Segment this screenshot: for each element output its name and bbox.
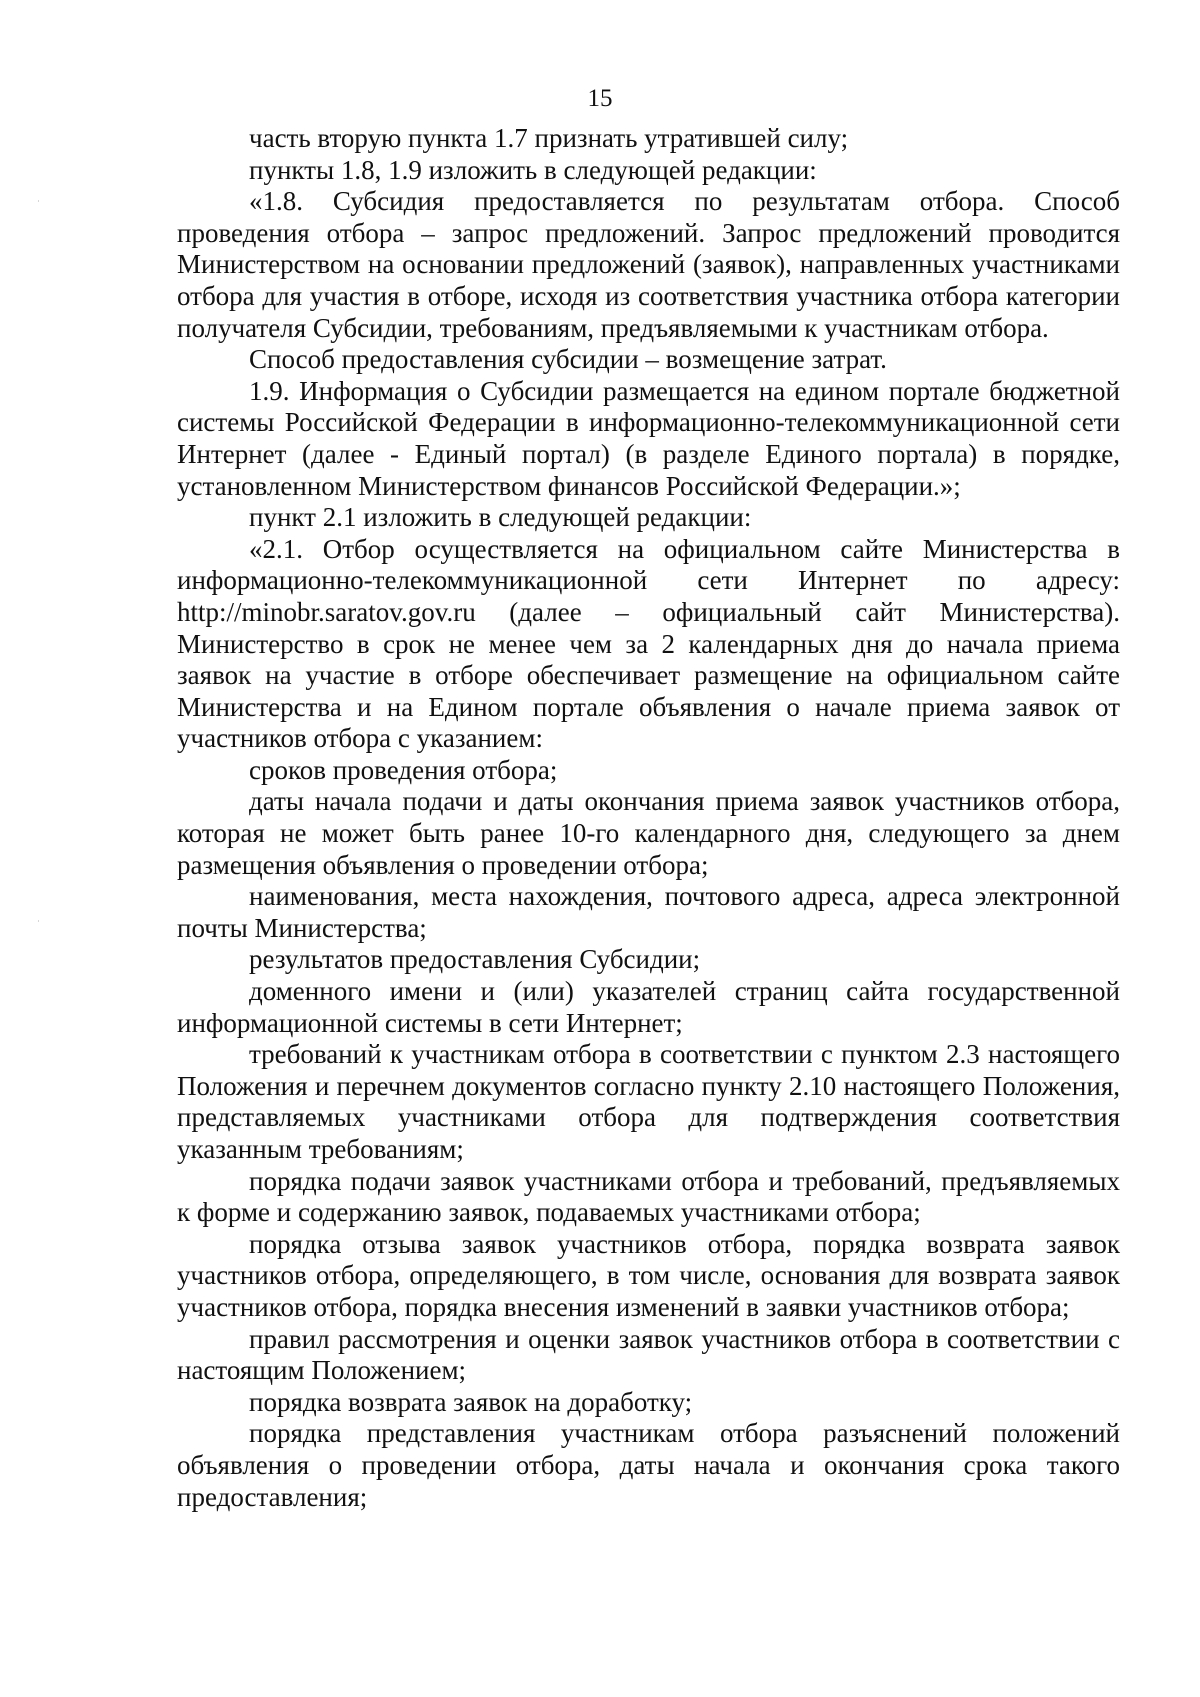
paragraph: «1.8. Субсидия предоставляется по результатам отбора. Способ проведения отбора – запрос предложений. Запрос предложений проводится Министерством на основании предложений (заявок), направленных участниками отбора для участия в отборе, исходя из соответствия участника отбора категории получателя Субсидии, требованиям, предъявляемыми к участникам отбора. [177, 186, 1120, 343]
paragraph: результатов предоставления Субсидии; [249, 944, 701, 975]
paragraph: часть вторую пункта 1.7 признать утратившей силу; [249, 123, 849, 153]
paragraph: сроков проведения отбора; [249, 754, 558, 785]
paragraph: Способ предоставления субсидии – возмещение затрат. [249, 344, 887, 375]
paragraph: даты начала подачи и даты окончания приема заявок участников отбора, которая не может быть ранее 10-го календарного дня, следующего за днем размещения объявления о проведении отбора; [177, 786, 1120, 880]
paragraph: «2.1. Отбор осуществляется на официальном сайте Министерства в информационно-телекоммуникационной сети Интернет по адресу: http://minobr.saratov.gov.ru (далее – официальный сайт Министерства). Министерство в срок не менее чем за 2 календарных дня до начала приема заявок на участие в отборе обеспечивает размещение на официальном сайте Министерства и на Едином портале объявления о начале приема заявок от участников отбора с указанием: [177, 533, 1120, 754]
scan-artifact [38, 920, 39, 922]
paragraph: пункт 2.1 изложить в следующей редакции: [249, 502, 752, 533]
paragraph: порядка отзыва заявок участников отбора, порядка возврата заявок участников отбора, определяющего, в том числе, основания для возврата заявок участников отбора, порядка внесения изменений в заявки участников отбора; [177, 1228, 1120, 1322]
paragraph: требований к участникам отбора в соответствии с пунктом 2.3 настоящего Положения и перечнем документов согласно пункту 2.10 настоящего Положения, представляемых участниками отбора для подтверждения соответствия указанным требованиям; [177, 1039, 1120, 1164]
paragraph: наименования, места нахождения, почтового адреса, адреса электронной почты Министерства; [177, 881, 1120, 943]
paragraph: правил рассмотрения и оценки заявок участников отбора в соответствии с настоящим Положением; [177, 1323, 1120, 1386]
paragraph: порядка возврата заявок на доработку; [249, 1386, 693, 1417]
paragraph: пункты 1.8, 1.9 изложить в следующей редакции: [249, 154, 817, 185]
page-number: 15 [587, 85, 613, 112]
paragraph: порядка подачи заявок участниками отбора и требований, предъявляемых к форме и содержанию заявок, подаваемых участниками отбора; [177, 1165, 1120, 1228]
document-body [177, 123, 1120, 1513]
paragraph: 1.9. Информация о Субсидии размещается на едином портале бюджетной системы Российской Федерации в информационно-телекоммуникационной сети Интернет (далее - Единый портал) (в разделе Единого портала) в порядке, установленном Министерством финансов Российской Федерации.»; [177, 375, 1120, 501]
paragraph: порядка представления участникам отбора разъяснений положений объявления о проведении отбора, даты начала и окончания срока такого предоставления; [177, 1418, 1120, 1512]
paragraph: доменного имени и (или) указателей страниц сайта государственной информационной системы в сети Интернет; [177, 976, 1120, 1038]
scan-artifact [38, 200, 39, 202]
